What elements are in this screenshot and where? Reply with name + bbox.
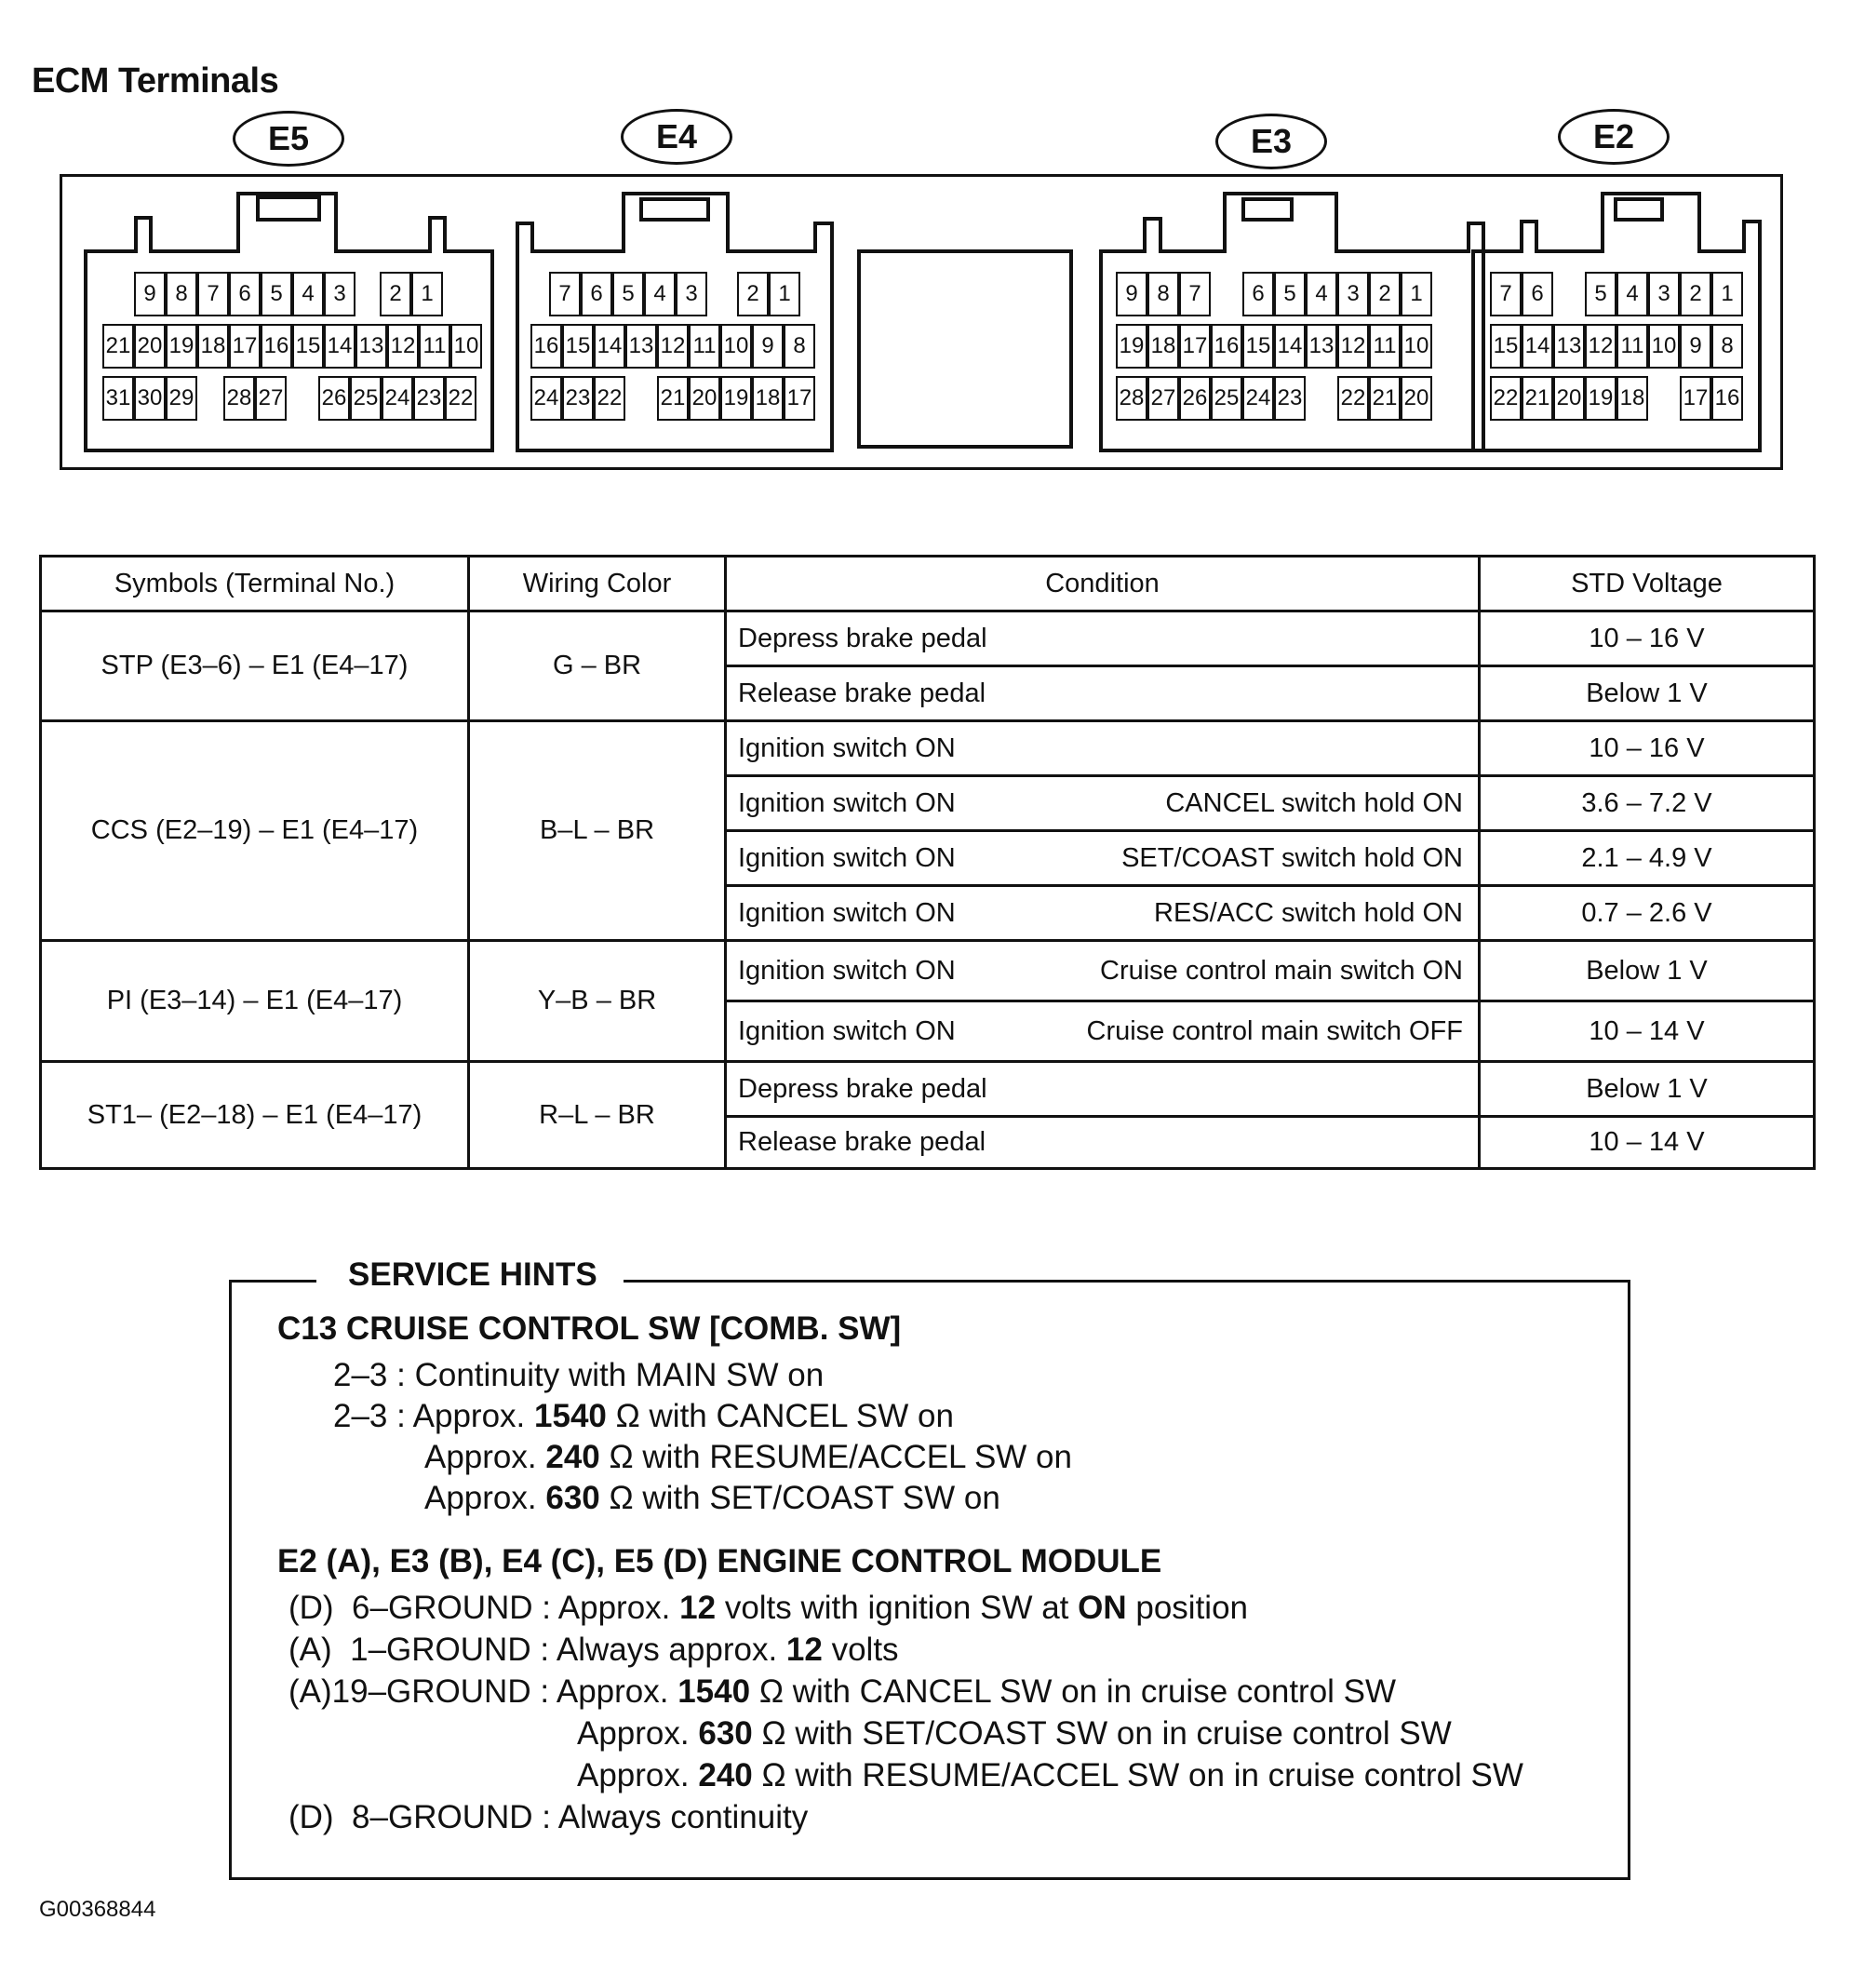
pin: 21: [1369, 376, 1401, 421]
voltage-cell: Below 1 V: [1480, 666, 1815, 721]
table-row: [41, 941, 1815, 1001]
symbol-cell: STP (E3–6) – E1 (E4–17): [41, 611, 469, 721]
hint-text: Always continuity: [557, 1799, 809, 1835]
pin: 30: [134, 376, 166, 421]
hint-text: Continuity with MAIN SW on: [414, 1357, 825, 1393]
wiring-color-cell: G – BR: [469, 611, 726, 721]
c13-line-3: [424, 1439, 1072, 1476]
pin: 13: [1306, 324, 1337, 369]
condition-detail: RES/ACC switch hold ON: [1154, 897, 1463, 928]
pin: 18: [1147, 324, 1179, 369]
pin: 25: [1211, 376, 1242, 421]
pin: 3: [676, 272, 707, 316]
pin: 12: [1337, 324, 1369, 369]
pin: 21: [102, 324, 134, 369]
pin: 6: [1242, 272, 1274, 316]
pin: 10: [450, 324, 482, 369]
pin: 15: [1242, 324, 1274, 369]
hint-text: Ω with CANCEL SW on: [615, 1398, 954, 1434]
pin: 11: [1616, 324, 1648, 369]
pin: 22: [594, 376, 625, 421]
pin: 9: [1116, 272, 1147, 316]
pin: 20: [1401, 376, 1432, 421]
wiring-color-cell: Y–B – BR: [469, 941, 726, 1062]
table-row: [41, 611, 1815, 666]
symbol-cell: ST1– (E2–18) – E1 (E4–17): [41, 1062, 469, 1169]
ecm-line-2: (A) 1–GROUND : Always approx. 12 volts: [288, 1632, 899, 1668]
connector-e3-latch: [1243, 199, 1292, 220]
condition-detail: CANCEL switch hold ON: [1165, 787, 1463, 818]
pin: 17: [1680, 376, 1711, 421]
pin: 31: [102, 376, 134, 421]
pin: 15: [292, 324, 324, 369]
pin: 17: [229, 324, 261, 369]
pin: 28: [223, 376, 255, 421]
condition-text: Release brake pedal: [738, 678, 986, 708]
connector-label-e3: E3: [1215, 114, 1327, 169]
ecm-line-3: (A)19–GROUND : Approx. 1540 Ω with CANCEL SW on in cruise control SW: [288, 1673, 1397, 1710]
condition-detail: SET/COAST switch hold ON: [1121, 842, 1463, 873]
pin: 7: [549, 272, 581, 316]
connector-ref: (D): [288, 1590, 334, 1626]
pin: 18: [752, 376, 784, 421]
hint-text: Ω with RESUME/ACCEL SW on: [609, 1439, 1072, 1475]
pin: 3: [1337, 272, 1369, 316]
condition-text: Depress brake pedal: [738, 623, 987, 653]
table-row: [41, 1062, 1815, 1117]
wiring-color-cell: R–L – BR: [469, 1062, 726, 1169]
connector-ref: (A): [288, 1673, 332, 1710]
pin: 6: [1522, 272, 1553, 316]
pin: 5: [612, 272, 644, 316]
ecm-line-5: [577, 1757, 1523, 1794]
pin: 1: [1711, 272, 1743, 316]
pin: 13: [1553, 324, 1585, 369]
c13-line-4: [424, 1480, 1000, 1517]
pin: 24: [382, 376, 413, 421]
condition-text: Ignition switch ON: [738, 732, 956, 763]
voltage-cell: 10 – 16 V: [1480, 721, 1815, 776]
condition-cell: [726, 1062, 1480, 1117]
hint-text: Ω with RESUME/ACCEL SW on in cruise control SW: [761, 1757, 1523, 1793]
resistance-value: 1540: [677, 1673, 751, 1710]
pin: 2: [1680, 272, 1711, 316]
symbol-cell: CCS (E2–19) – E1 (E4–17): [41, 721, 469, 941]
ecm-line-1: (D) 6–GROUND : Approx. 12 volts with ignition SW at ON position: [288, 1590, 1249, 1626]
condition-text: Ignition switch ON: [738, 955, 956, 986]
condition-detail: Cruise control main switch ON: [1100, 955, 1463, 986]
pin: 22: [1337, 376, 1369, 421]
col-header-wiring-color: Wiring Color: [469, 557, 726, 611]
pin: 21: [1522, 376, 1553, 421]
voltage-cell: 0.7 – 2.6 V: [1480, 886, 1815, 941]
wiring-color-cell: B–L – BR: [469, 721, 726, 941]
voltage-cell: 10 – 16 V: [1480, 611, 1815, 666]
pin: 9: [752, 324, 784, 369]
pin: 18: [197, 324, 229, 369]
condition-cell: [726, 886, 1480, 941]
pin: 10: [1401, 324, 1432, 369]
pin: 19: [720, 376, 752, 421]
voltage-cell: 10 – 14 V: [1480, 1001, 1815, 1062]
pin: 22: [445, 376, 476, 421]
pin: 17: [1179, 324, 1211, 369]
pin: 8: [784, 324, 815, 369]
voltage-table: [39, 555, 1816, 1170]
connector-e4-latch: [641, 199, 708, 220]
service-hints-title: SERVICE HINTS: [316, 1256, 624, 1294]
pin: 24: [1242, 376, 1274, 421]
pin: 27: [1147, 376, 1179, 421]
voltage-value: 12: [785, 1632, 823, 1668]
pin: 4: [292, 272, 324, 316]
pin: 6: [581, 272, 612, 316]
pin: 8: [1711, 324, 1743, 369]
pin: 12: [1585, 324, 1616, 369]
pin: 2: [737, 272, 769, 316]
pin: 23: [413, 376, 445, 421]
pin: 19: [166, 324, 197, 369]
terminal-ref: 19–GROUND: [331, 1673, 531, 1710]
symbol-cell: PI (E3–14) – E1 (E4–17): [41, 941, 469, 1062]
pin: 25: [350, 376, 382, 421]
pin: 20: [689, 376, 720, 421]
pin-pair: 2–3: [333, 1398, 388, 1434]
pin: 15: [562, 324, 594, 369]
hint-text: Ω with SET/COAST SW on in cruise control SW: [761, 1715, 1452, 1752]
hint-text: Ω with CANCEL SW on in cruise control SW: [758, 1673, 1397, 1710]
hint-text: volts: [831, 1632, 899, 1668]
pin: 3: [324, 272, 355, 316]
condition-cell: [726, 831, 1480, 886]
condition-cell: [726, 1117, 1480, 1169]
connector-e2-latch: [1616, 199, 1662, 220]
connector-e5-latch: [258, 197, 319, 220]
resistance-value: 1540: [534, 1398, 607, 1434]
pin: 15: [1490, 324, 1522, 369]
pin: 5: [261, 272, 292, 316]
resistance-value: 630: [545, 1480, 600, 1516]
col-header-symbols: Symbols (Terminal No.): [41, 557, 469, 611]
hint-text: Approx.: [557, 1590, 671, 1626]
pin: 14: [594, 324, 625, 369]
pin: 11: [1369, 324, 1401, 369]
pin: 23: [1274, 376, 1306, 421]
ecm-heading: E2 (A), E3 (B), E4 (C), E5 (D) ENGINE CONTROL MODULE: [277, 1543, 1162, 1579]
pin: 18: [1616, 376, 1648, 421]
pin: 4: [1306, 272, 1337, 316]
pin: 1: [769, 272, 800, 316]
hint-text: Ω with SET/COAST SW on: [609, 1480, 1000, 1516]
condition-text: Ignition switch ON: [738, 897, 956, 928]
condition-text: Ignition switch ON: [738, 787, 956, 818]
hint-text: Approx.: [577, 1757, 690, 1793]
pin: 6: [229, 272, 261, 316]
pin: 8: [166, 272, 197, 316]
pin: 2: [380, 272, 411, 316]
pin: 27: [255, 376, 287, 421]
hint-text: volts with ignition SW at: [724, 1590, 1069, 1626]
condition-cell: [726, 941, 1480, 1001]
connector-ref: (A): [288, 1632, 332, 1668]
terminal-ref: 8–GROUND: [352, 1799, 533, 1835]
pin: 26: [1179, 376, 1211, 421]
ecm-line-4: [577, 1715, 1452, 1753]
pin: 16: [530, 324, 562, 369]
hint-text: position: [1135, 1590, 1249, 1626]
voltage-cell: Below 1 V: [1480, 1062, 1815, 1117]
c13-line-2: 2–3 : Approx. 1540 Ω with CANCEL SW on: [333, 1398, 954, 1434]
pin: 16: [1711, 376, 1743, 421]
hint-text: Always approx.: [556, 1632, 778, 1668]
pin: 10: [720, 324, 752, 369]
voltage-cell: 10 – 14 V: [1480, 1117, 1815, 1169]
pin: 16: [261, 324, 292, 369]
pin: 5: [1274, 272, 1306, 316]
terminal-ref: 1–GROUND: [350, 1632, 531, 1668]
c13-heading: C13 CRUISE CONTROL SW [COMB. SW]: [277, 1310, 902, 1347]
condition-text: Ignition switch ON: [738, 1015, 956, 1046]
voltage-cell: Below 1 V: [1480, 941, 1815, 1001]
pin: 4: [1616, 272, 1648, 316]
col-header-std-voltage: STD Voltage: [1480, 557, 1815, 611]
terminal-ref: 6–GROUND: [352, 1590, 533, 1626]
hint-text: Approx.: [412, 1398, 526, 1434]
pin: 16: [1211, 324, 1242, 369]
pin: 12: [387, 324, 419, 369]
resistance-value: 630: [698, 1715, 753, 1752]
pin: 20: [1553, 376, 1585, 421]
table-row: [41, 721, 1815, 776]
voltage-value: 12: [679, 1590, 717, 1626]
condition-detail: Cruise control main switch OFF: [1086, 1015, 1463, 1046]
c13-line-1: 2–3 : Continuity with MAIN SW on: [333, 1357, 825, 1393]
pin-pair: 2–3: [333, 1357, 388, 1393]
hint-text: Approx.: [577, 1715, 690, 1752]
pin: 11: [689, 324, 720, 369]
condition-cell: [726, 776, 1480, 831]
pin: 1: [411, 272, 443, 316]
pin: 29: [166, 376, 197, 421]
pin: 7: [197, 272, 229, 316]
pin: 21: [657, 376, 689, 421]
connector-label-e5: E5: [233, 111, 344, 167]
pin: 9: [1680, 324, 1711, 369]
condition-text: Release brake pedal: [738, 1127, 986, 1157]
pin: 12: [657, 324, 689, 369]
pin: 5: [1585, 272, 1616, 316]
pin: 14: [1522, 324, 1553, 369]
pin: 22: [1490, 376, 1522, 421]
hint-text: Approx.: [424, 1480, 537, 1516]
pin: 13: [625, 324, 657, 369]
pin: 7: [1179, 272, 1211, 316]
hint-text: Approx.: [556, 1673, 669, 1710]
hint-text: Approx.: [424, 1439, 537, 1475]
pin: 20: [134, 324, 166, 369]
pin: 1: [1401, 272, 1432, 316]
pin: 7: [1490, 272, 1522, 316]
connector-label-e4: E4: [621, 109, 732, 165]
resistance-value: 240: [545, 1439, 600, 1475]
pin: 9: [134, 272, 166, 316]
pin: 17: [784, 376, 815, 421]
connector-ref: (D): [288, 1799, 334, 1835]
pin: 19: [1116, 324, 1147, 369]
condition-cell: [726, 611, 1480, 666]
condition-text: Depress brake pedal: [738, 1073, 987, 1104]
pin: 13: [355, 324, 387, 369]
pin: 19: [1585, 376, 1616, 421]
pin: 2: [1369, 272, 1401, 316]
col-header-condition: Condition: [726, 557, 1480, 611]
condition-cell: [726, 1001, 1480, 1062]
resistance-value: 240: [698, 1757, 753, 1793]
voltage-cell: 2.1 – 4.9 V: [1480, 831, 1815, 886]
switch-state: ON: [1078, 1590, 1127, 1626]
voltage-cell: 3.6 – 7.2 V: [1480, 776, 1815, 831]
pin: 10: [1648, 324, 1680, 369]
pin: 26: [318, 376, 350, 421]
ecm-line-6: (D) 8–GROUND : Always continuity: [288, 1799, 809, 1835]
pin: 3: [1648, 272, 1680, 316]
pin: 8: [1147, 272, 1179, 316]
pin: 4: [644, 272, 676, 316]
figure-id: G00368844: [39, 1897, 156, 1922]
condition-cell: [726, 666, 1480, 721]
pin: 14: [324, 324, 355, 369]
pin: 28: [1116, 376, 1147, 421]
condition-cell: [726, 721, 1480, 776]
pin: 24: [530, 376, 562, 421]
pin: 11: [419, 324, 450, 369]
pin: 14: [1274, 324, 1306, 369]
pin: 23: [562, 376, 594, 421]
connector-label-e2: E2: [1558, 109, 1670, 165]
condition-text: Ignition switch ON: [738, 842, 956, 873]
diagram-title: ECM Terminals: [32, 61, 279, 101]
